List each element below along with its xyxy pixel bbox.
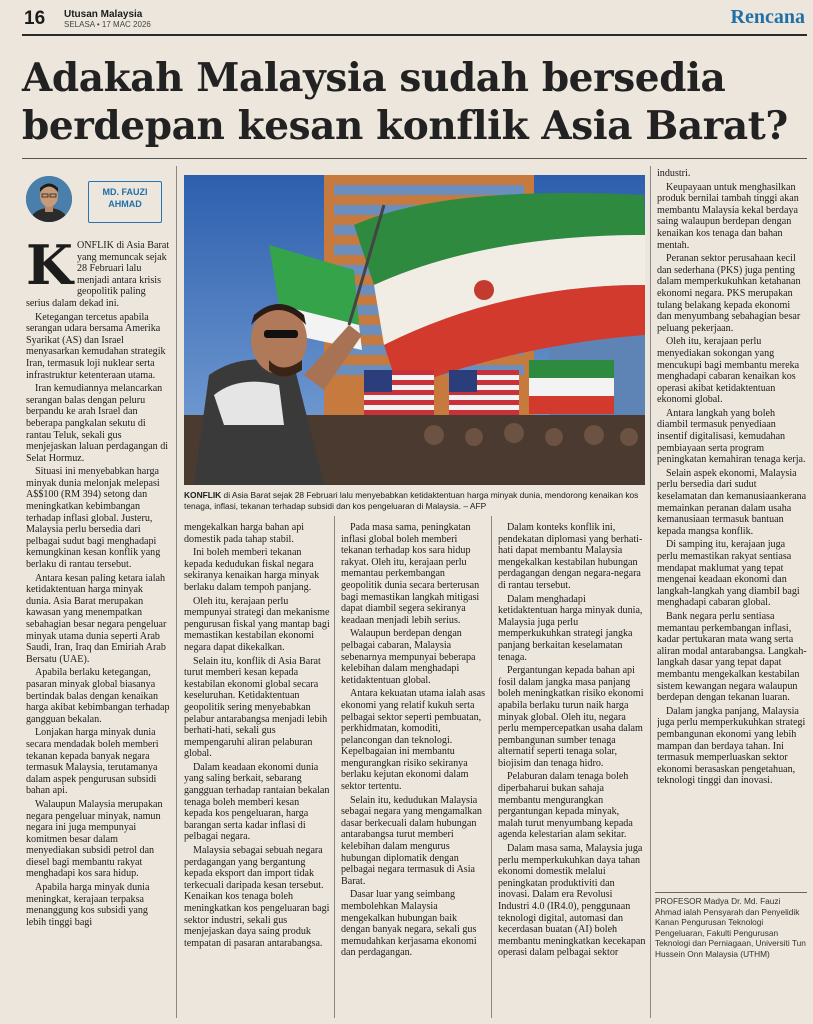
body-paragraph: Di samping itu, kerajaan juga perlu memastikan rakyat sentiasa mendapat maklumat yang tepat mengenai keadaan ekonomi dan langkah-langkah yang diambil bagi menghadapi cabaran global. (657, 539, 800, 609)
body-paragraph: Pergantungan kepada bahan api fosil dalam jangka masa panjang boleh meningkatkan risiko ekonomi apabila berlaku turun naik harga minyak global. Oleh itu, negara perlu mempercepatkan usaha dalam pembangunan sumber tenaga alternatif seperti tenaga solar, biojisim dan tenaga hidro. (498, 665, 644, 769)
body-paragraph: Iran kemudiannya melancarkan serangan balas dengan peluru berpandu ke arah Israel dan beberapa pangkalan sekutu di rantau Teluk, sekali gus menjejaskan laluan perdagangan di Selat Hormuz. (26, 383, 169, 464)
body-paragraph: Oleh itu, kerajaan perlu mempunyai strategi dan mekanisme pengurusan fiskal yang mantap bagi memastikan kestabilan ekonomi negara dapat dikekalkan. (184, 595, 330, 653)
lead-paragraph: KONFLIK di Asia Barat yang memuncak sejak 28 Februari lalu menjadi antara krisis geopolitik paling serius dalam dekad ini. (26, 240, 170, 309)
author-bio: PROFESOR Madya Dr. Md. Fauzi Ahmad ialah Pensyarah dan Penyelidik Kanan Pengurusan Teknologi Pengeluaran, Fakulti Pengurusan Teknologi dan Perniagaan, Universiti Tun Hussein Onn Malaysia (UTHM) (655, 896, 806, 959)
body-paragraph: Apabila harga minyak dunia meningkat, kerajaan terpaksa menanggung kos subsidi yang lebih tinggi bagi (26, 882, 150, 928)
body-paragraph: mengekalkan harga bahan api domestik pada tahap stabil. (184, 522, 305, 545)
author-avatar (26, 176, 72, 222)
body-paragraph: Oleh itu, kerajaan perlu menyediakan sokongan yang mencukupi bagi membantu mereka menghadapi cabaran kenaikan kos operasi akibat ketidaktentuan ekonomi global. (657, 336, 800, 406)
headline: Adakah Malaysia sudah bersedia berdepan kesan konflik Asia Barat? (22, 55, 788, 149)
bio-divider (655, 892, 807, 893)
body-paragraph: Malaysia sebagai sebuah negara perdagangan yang bergantung kepada eksport dan import tidak terkecuali daripada kesan tersebut. Kenaikan kos tenaga boleh meningkatkan kos pengeluaran bagi sektor industri, sekali gus menjejaskan daya saing produk tempatan di pasaran antarabangsa. (184, 845, 330, 949)
body-paragraph: industri. (657, 168, 691, 179)
body-paragraph: Pelaburan dalam tenaga boleh diperbaharui bukan sahaja membantu mengurangkan pergantungan kepada minyak, malah turut menyumbang kepada agenda kelestarian alam sekitar. (498, 771, 633, 841)
section-label: Rencana (730, 6, 805, 28)
photo-caption: KONFLIK di Asia Barat sejak 28 Februari lalu menyebabkan ketidaktentuan harga minyak dunia, mendorong kenaikan kos tenaga, inflasi, tekanan terhadap subsidi dan kos pengeluaran di Malaysia. – AFP (184, 490, 639, 511)
column-divider (176, 166, 177, 1018)
body-paragraph: Dalam konteks konflik ini, pendekatan diplomasi yang berhati-hati dapat membantu Malaysia mengekalkan kestabilan hubungan perdagangan dengan negara-negara di rantau tersebut. (498, 522, 643, 591)
body-paragraph: Dasar luar yang seimbang membolehkan Malaysia mengekalkan hubungan baik dengan banyak negara, sekali gus memudahkan kerjasama ekonomi dan perdagangan. (341, 889, 477, 959)
body-paragraph: Selain aspek ekonomi, Malaysia perlu bersedia dari sudut keselamatan dan kemanusiaankerana memainkan peranan dalam usaha kemanusiaan termasuk bantuan kepada mangsa konflik. (657, 467, 807, 537)
body-paragraph: Dalam keadaan ekonomi dunia yang saling berkait, sebarang gangguan terhadap rantaian bekalan tenaga boleh memberi kesan kepada kos pengeluaran, harga barangan serta kadar inflasi di pelbagai negara. (184, 761, 330, 843)
article-photo (184, 175, 645, 485)
body-paragraph: Dalam menghadapi ketidaktentuan harga minyak dunia, Malaysia juga perlu memperkukuhkan strategi jangka panjang berkaitan keselamatan tenaga. (498, 593, 643, 663)
body-paragraph: Lonjakan harga minyak dunia secara mendadak boleh memberi tekanan kepada banyak negara termasuk Malaysia, terutamanya dalam aspek pengurusan subsidi bahan api. (26, 727, 159, 797)
masthead-rule (22, 34, 807, 36)
body-paragraph: Antara kesan paling ketara ialah ketidaktentuan harga minyak dunia. Asia Barat merupakan kawasan yang menempatkan sebahagian besar negara pengeluar minyak utama dunia seperti Arab Saudi, Iran, Iraq dan Emiriah Arab Bersatu (UAE). (26, 572, 167, 665)
body-paragraph: Ketegangan tercetus apabila serangan udara bersama Amerika Syarikat (AS) dan Israel menyasarkan kemudahan strategik Iran, termasuk loji nuklear serta infrastruktur ketenteraan utama. (26, 311, 166, 381)
protest-flags-photo (184, 175, 645, 485)
body-paragraph: Apabila berlaku ketegangan, pasaran minyak global biasanya bertindak balas dengan kenaikan harga akibat kebimbangan terhadap gangguan bekalan. (26, 667, 170, 725)
body-paragraph: Bank negara perlu sentiasa memantau perkembangan inflasi, kadar pertukaran mata wang serta aliran modal antarabangsa. Langkah-langkah dasar yang tepat dapat membantu mengekalkan kestabilan sistem kewangan negara walaupun berdepan dengan tekanan luaran. (657, 610, 807, 704)
newspaper-name: Utusan Malaysia (64, 9, 143, 20)
article-column-1 (26, 240, 170, 1015)
body-paragraph: Selain itu, konflik di Asia Barat turut memberi kesan kepada kestabilan ekonomi global secara keseluruhan. Ketidaktentuan geopolitik sering menyebabkan pelabur antarabangsa menjadi lebih berhati-hati, sekali gus mempengaruhi aliran pelaburan global. (184, 655, 328, 760)
article-column-2 (184, 522, 330, 1017)
article-column-5 (657, 168, 807, 888)
author-name: MD. FAUZI AHMAD (102, 187, 148, 209)
body-paragraph: Pada masa sama, peningkatan inflasi global boleh memberi tekanan terhadap kos sara hidup rakyat. Oleh itu, kerajaan perlu memantau perkembangan geopolitik dunia secara berterusan bagi memastikan langkah mitigasi dapat diambil segera sekiranya keadaan menjadi lebih serius. (341, 522, 480, 626)
author-portrait-icon (26, 176, 72, 222)
page-number: 16 (24, 8, 46, 29)
column-divider (650, 166, 651, 1018)
body-paragraph: Dalam jangka panjang, Malaysia juga perlu memperkukuhkan strategi pembangunan ekonomi yang lebih mampan dan berdaya tahan. Ini termasuk memperluaskan sektor ekonomi berasaskan pengetahuan, teknologi tinggi dan inovasi. (657, 705, 806, 787)
body-paragraph: Antara kekuatan utama ialah asas ekonomi yang relatif kukuh serta pelbagai sektor seperti pembuatan, perkhidmatan, komoditi, pelancongan dan teknologi. Kepelbagaian ini membantu mengurangkan risiko sekiranya berlaku kejutan ekonomi dalam sektor tertentu. (341, 688, 486, 793)
body-paragraph: Selain itu, kedudukan Malaysia sebagai negara yang mengamalkan dasar berkecuali dalam hubungan antarabangsa turut memberi kelebihan dalam mengurus hubungan diplomatik dengan pelbagai negara termasuk di Asia Barat. (341, 794, 482, 887)
issue-date: SELASA • 17 MAC 2026 (64, 20, 151, 29)
headline-rule (22, 158, 807, 159)
body-paragraph: Ini boleh memberi tekanan kepada kedudukan fiskal negara sekiranya kenaikan harga minyak berlaku dalam tempoh panjang. (184, 547, 320, 593)
body-paragraph: Peranan sektor perusahaan kecil dan sederhana (PKS) juga penting dalam memperkukuhkan ketahanan ekonomi negara. PKS merupakan tulang belakang kepada ekonomi dan menyumbang sebahagian besar peluang pekerjaan. (657, 253, 801, 334)
body-paragraph: Antara langkah yang boleh diambil termasuk penyediaan insentif digitalisasi, kemudahan pembiayaan serta program peningkatan kemahiran tenaga kerja. (657, 407, 806, 466)
article-column-4 (498, 522, 646, 1017)
article-column-3 (341, 522, 487, 1017)
body-paragraph: Walaupun berdepan dengan pelbagai cabaran, Malaysia sebenarnya mempunyai beberapa kelebihan dalam menghadapi ketidaktentuan global. (341, 628, 476, 686)
column-divider (491, 516, 492, 1018)
drop-cap: K (26, 240, 73, 297)
body-paragraph: Keupayaan untuk menghasilkan produk bernilai tambah tinggi akan membantu Malaysia kekal berdaya saing walaupun berdepan dengan kenaikan kos tenaga dan bahan mentah. (657, 181, 799, 251)
body-paragraph: Walaupun Malaysia merupakan negara pengeluar minyak, namun negara ini juga mempunyai komitmen besar dalam menyediakan subsidi petrol dan diesel bagi membantu rakyat menghadapi kos sara hidup. (26, 798, 163, 880)
body-paragraph: Dalam masa sama, Malaysia juga perlu memperkukuhkan daya tahan ekonomi domestik melalui peningkatan produktiviti dan inovasi. Dalam era Revolusi Industri 4.0 (IR4.0), penggunaan teknologi digital, automasi dan kecerdasan buatan (AI) boleh membantu meningkatkan kecekapan operasi dalam pelbagai sektor (498, 843, 646, 959)
body-paragraph: Situasi ini menyebabkan harga minyak dunia melonjak melepasi A$$100 (RM 394) setong dan meningkatkan kebimbangan terhadap inflasi global. Justeru, Malaysia perlu bersedia dari pelbagai sudut bagi menghadapi kemungkinan kesan konflik yang berlaku di rantau tersebut. (26, 466, 161, 571)
column-divider (334, 516, 335, 1018)
